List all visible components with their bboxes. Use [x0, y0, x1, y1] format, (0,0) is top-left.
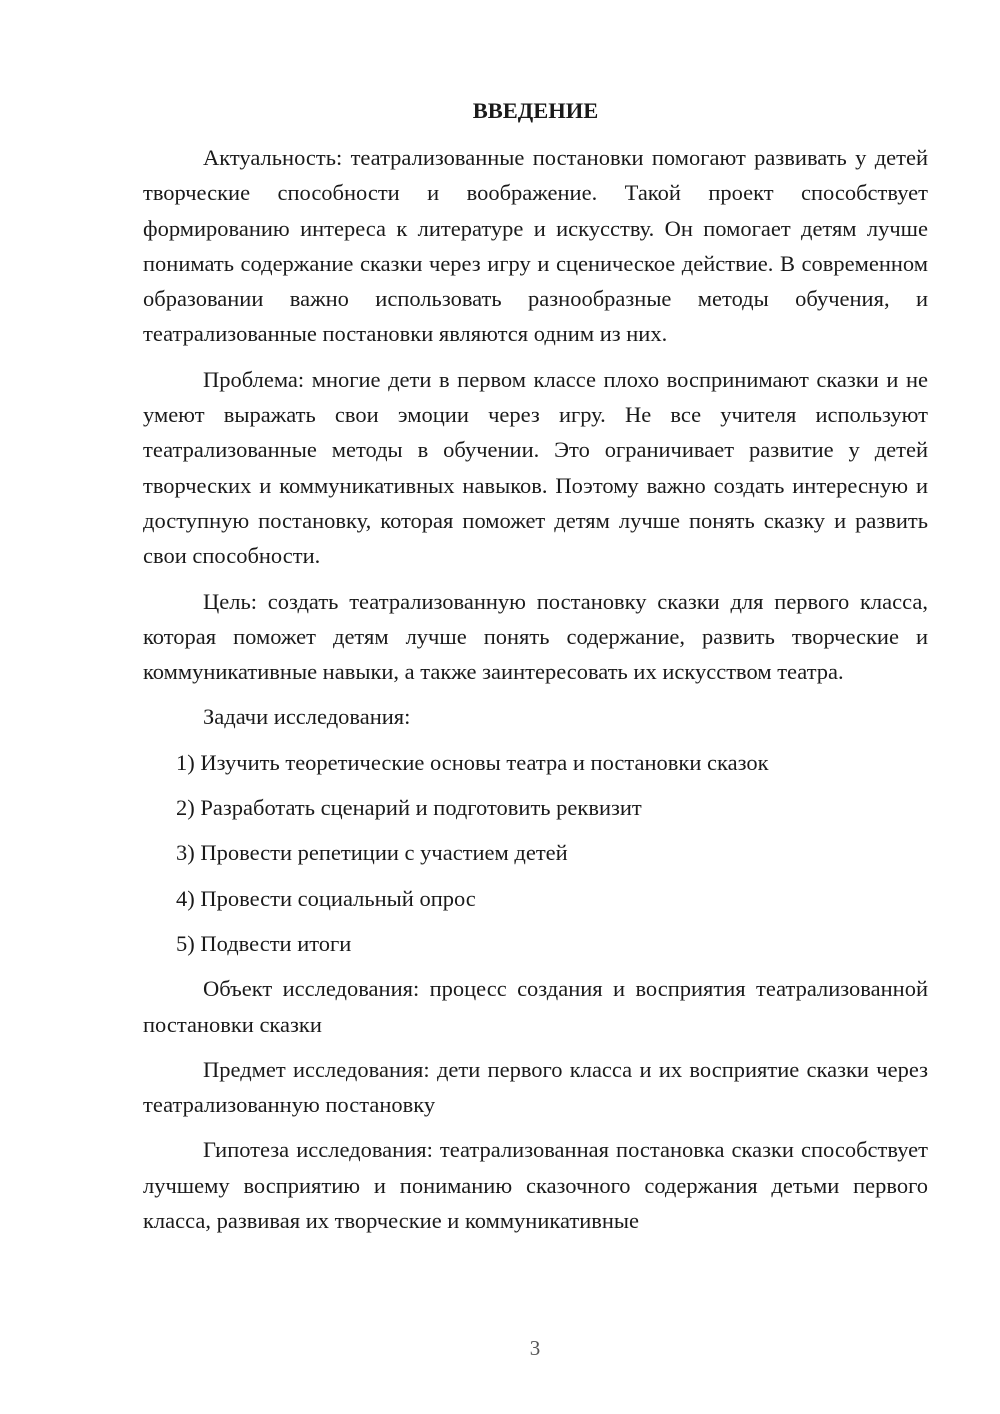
page-title: ВВЕДЕНИЕ [472, 98, 599, 123]
problem-paragraph: Проблема: многие дети в первом классе плохо воспринимают сказки и не умеют выражать свои эмоции через игру. Не все учителя используют театрализованные методы в обучении. Это ограничивает развитие у детей творческих и коммуникативных навыков. Поэтому важно создать интересную и доступную постановку, которая поможет детям лучше понять сказку и развить свои способности. [143, 366, 928, 569]
goal-paragraph: Цель: создать театрализованную постановку сказки для первого класса, которая поможет детям лучше понять содержание, развить творческие и коммуникативные навыки, а также заинтересовать их искусством театра. [143, 588, 928, 685]
tasks-heading: Задачи исследования: [203, 704, 411, 730]
page-number: 3 [529, 1336, 541, 1360]
relevance-paragraph: Актуальность: театрализованные постановки помогают развивать у детей творческие способности и воображение. Такой проект способствует формированию интереса к литературе и искусству. Он помогает детям лучше понимать содержание сказки через игру и сценическое действие. В современном образовании важно использовать разнообразные методы обучения, и театрализованные постановки являются одним из них. [143, 145, 928, 347]
task-list [143, 745, 928, 961]
hypothesis-paragraph: Гипотеза исследования: театрализованная постановка сказки способствует лучшему восприятию и пониманию сказочного содержания детьми первого класса, развивая их творческие и коммуникативные [143, 1137, 928, 1234]
object-paragraph: Объект исследования: процесс создания и восприятия театрализованной постановки сказки [143, 976, 928, 1037]
subject-paragraph: Предмет исследования: дети первого класса и их восприятие сказки через театрализованную постановку [143, 1056, 928, 1118]
page-content [143, 94, 928, 1244]
task-item-2: 2) Разработать сценарий и подготовить реквизит [176, 795, 642, 821]
task-item-1: 1) Изучить теоретические основы театра и постановки сказок [176, 749, 769, 775]
task-item-3: 3) Провести репетиции с участием детей [176, 840, 568, 866]
task-item-4: 4) Провести социальный опрос [176, 885, 476, 911]
task-item-5: 5) Подвести итоги [176, 930, 352, 956]
